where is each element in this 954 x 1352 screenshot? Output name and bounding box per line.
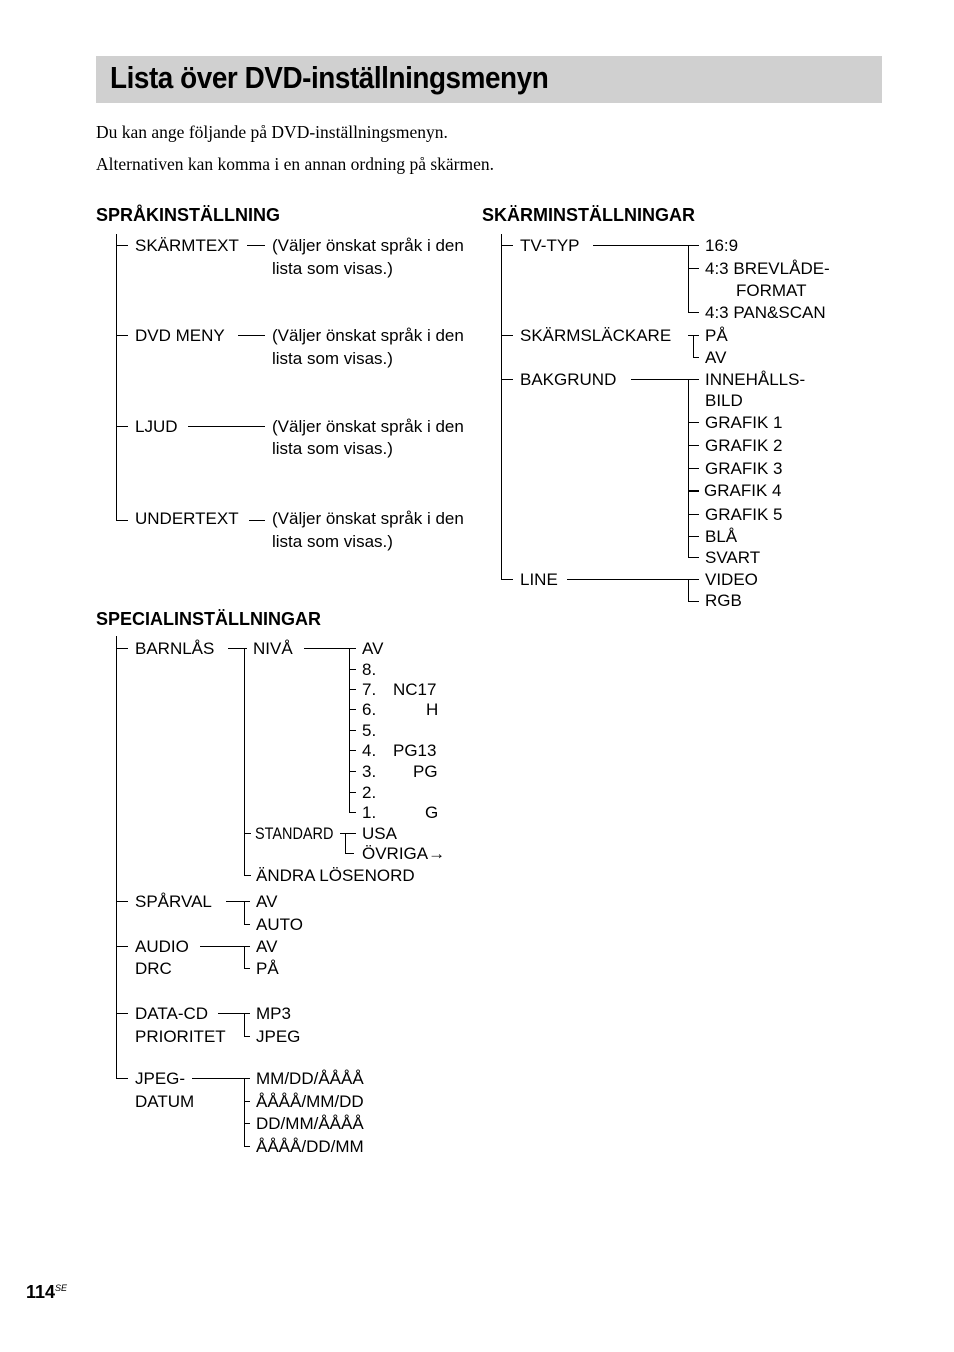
jpegdatum-option: MM/DD/ÅÅÅÅ <box>256 1069 364 1088</box>
bakgrund-option: GRAFIK 3 <box>705 459 783 478</box>
jpegdatum-label-cont: DATUM <box>135 1092 195 1111</box>
page-title: Lista över DVD-inställningsmenyn <box>110 60 549 95</box>
sprak-undertext-desc: (Väljer önskat språk i den <box>272 509 464 528</box>
niva-rating: PG <box>413 762 438 781</box>
sparval-option: AUTO <box>256 915 303 934</box>
skarmslackare-option: AV <box>705 348 727 367</box>
sprak-skarmtext-label: SKÄRMTEXT <box>135 236 239 255</box>
jpegdatum-label: JPEG- <box>135 1069 186 1088</box>
niva-level: 5. <box>362 721 377 740</box>
line-option: VIDEO <box>705 570 758 589</box>
niva-level: 6. <box>362 700 377 719</box>
standard-option: ÖVRIGA→ <box>362 844 446 863</box>
niva-rating: H <box>426 700 439 719</box>
jpegdatum-option: DD/MM/ÅÅÅÅ <box>256 1114 364 1133</box>
tvtyp-option-cont: FORMAT <box>736 281 807 300</box>
skarmslackare-option: PÅ <box>705 326 728 345</box>
niva-rating: PG13 <box>393 741 437 760</box>
bakgrund-option: GRAFIK 5 <box>705 505 783 524</box>
bakgrund-option-cont: BILD <box>705 391 743 410</box>
jpegdatum-option: ÅÅÅÅ/MM/DD <box>256 1092 364 1111</box>
bakgrund-option: SVART <box>705 548 761 567</box>
sprak-heading: SPRÅKINSTÄLLNING <box>96 205 280 225</box>
skarmslackare-label: SKÄRMSLÄCKARE <box>520 326 672 345</box>
datacd-option: MP3 <box>256 1004 291 1023</box>
niva-level: 4. <box>362 741 377 760</box>
bakgrund-label: BAKGRUND <box>520 370 617 389</box>
niva-rating: G <box>425 803 439 822</box>
line-label: LINE <box>520 570 558 589</box>
niva-level: 3. <box>362 762 377 781</box>
sprak-undertext-desc2: lista som visas.) <box>272 532 393 551</box>
sprak-ljud-desc2: lista som visas.) <box>272 439 393 458</box>
sprak-dvdmeny-label: DVD MENY <box>135 326 225 345</box>
bakgrund-option: INNEHÅLLS- <box>705 370 806 389</box>
skarm-heading: SKÄRMINSTÄLLNINGAR <box>482 205 695 225</box>
line-option: RGB <box>705 591 742 610</box>
sprak-skarmtext-desc: (Väljer önskat språk i den <box>272 236 464 255</box>
sprak-dvdmeny-desc: (Väljer önskat språk i den <box>272 326 464 345</box>
special-heading: SPECIALINSTÄLLNINGAR <box>96 609 321 629</box>
bakgrund-option: GRAFIK 1 <box>705 413 783 432</box>
tvtyp-label: TV-TYP <box>520 236 580 255</box>
sprak-ljud-desc: (Väljer önskat språk i den <box>272 417 464 436</box>
niva-label: NIVÅ <box>253 639 293 658</box>
audiodrc-option: PÅ <box>256 959 279 978</box>
niva-level: 8. <box>362 660 377 679</box>
intro-line-2: Alternativen kan komma i en annan ordning på skärmen. <box>96 154 495 174</box>
sprak-trunk <box>116 234 117 521</box>
datacd-option: JPEG <box>256 1027 301 1046</box>
bakgrund-option: BLÅ <box>705 527 738 546</box>
tvtyp-option: 16:9 <box>705 236 739 255</box>
standard-label: STANDARD <box>255 824 334 843</box>
barnlas-label: BARNLÅS <box>135 639 215 658</box>
sparval-label: SPÅRVAL <box>135 892 212 911</box>
sprak-ljud-label: LJUD <box>135 417 178 436</box>
niva-level: 7. <box>362 680 377 699</box>
page-number <box>26 1282 67 1303</box>
niva-rating: NC17 <box>393 680 437 699</box>
page-number-suffix: SE <box>55 1283 68 1293</box>
standard-option: USA <box>362 824 397 843</box>
niva-level: 1. <box>362 803 377 822</box>
tvtyp-option: 4:3 PAN&SCAN <box>705 303 826 322</box>
page-number-value: 114 <box>26 1282 56 1302</box>
niva-level: 2. <box>362 783 377 802</box>
bakgrund-option: GRAFIK 4 <box>704 481 782 500</box>
intro-line-1: Du kan ange följande på DVD-inställningsmenyn. <box>96 122 448 142</box>
sprak-undertext-label: UNDERTEXT <box>135 509 239 528</box>
andra-losenord: ÄNDRA LÖSENORD <box>256 866 415 885</box>
audiodrc-label: AUDIO <box>135 937 189 956</box>
tvtyp-option: 4:3 BREVLÅDE- <box>705 259 830 278</box>
sprak-skarmtext-desc2: lista som visas.) <box>272 259 393 278</box>
datacd-label-cont: PRIORITET <box>135 1027 226 1046</box>
jpegdatum-option: ÅÅÅÅ/DD/MM <box>256 1137 364 1156</box>
datacd-label: DATA-CD <box>135 1004 209 1023</box>
skarm-trunk <box>501 234 502 579</box>
audiodrc-label-cont: DRC <box>135 959 172 978</box>
sprak-dvdmeny-desc2: lista som visas.) <box>272 349 393 368</box>
sparval-option: AV <box>256 892 278 911</box>
niva-level: AV <box>362 639 384 658</box>
bakgrund-option: GRAFIK 2 <box>705 436 783 455</box>
audiodrc-option: AV <box>256 937 278 956</box>
